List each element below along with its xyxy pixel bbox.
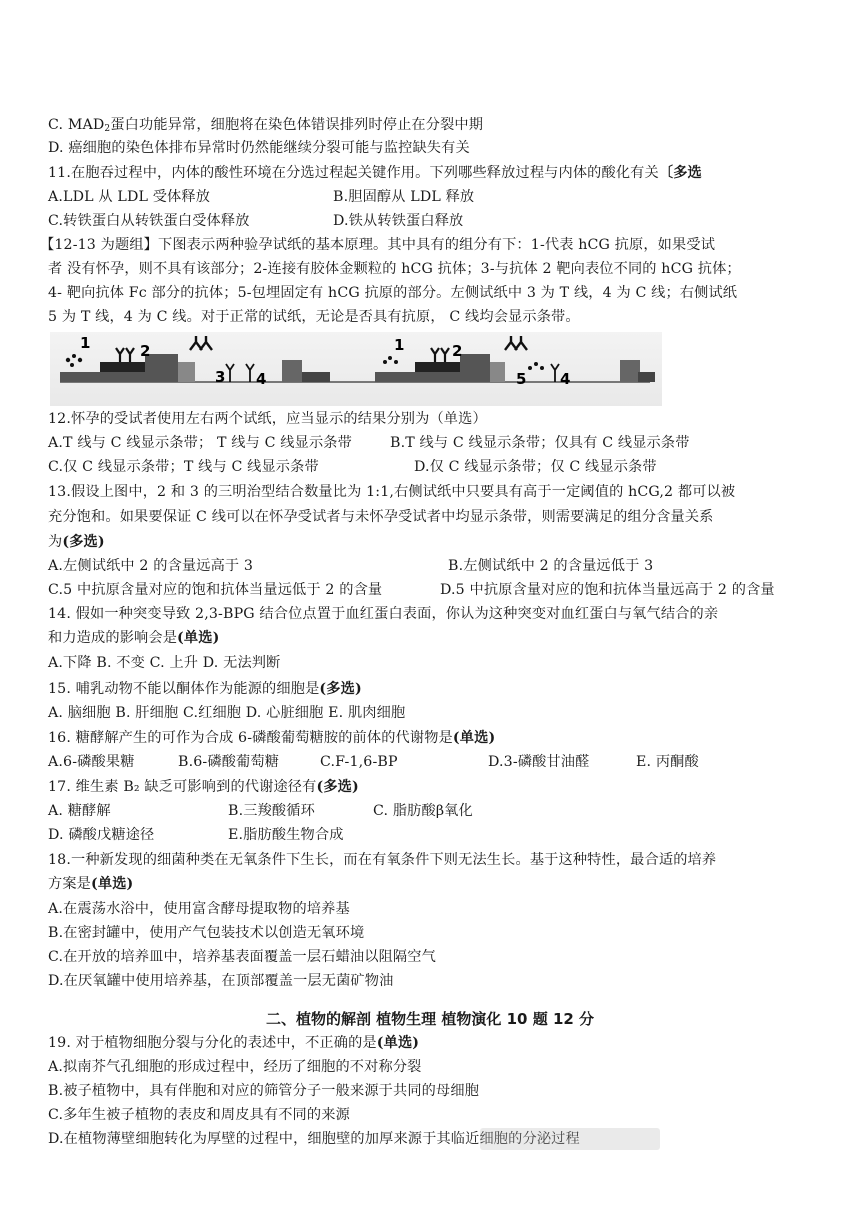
q19-option-a: A.拟南芥气孔细胞的形成过程中，经历了细胞的不对称分裂 <box>48 1059 422 1075</box>
question-13-line1: 13.假设上图中，2 和 3 的三明治型结合数量比为 1:1,右侧试纸中只要具有高于一定阈值的 hCG,2 都可以被 <box>48 484 736 500</box>
right-label-4: 4 <box>560 370 571 388</box>
q18-option-a: A.在震荡水浴中，使用富含酵母提取物的培养基 <box>48 901 350 917</box>
right-label-5: 5 <box>516 370 527 388</box>
q18-option-b: B.在密封罐中，使用产气包装技术以创造无氧环境 <box>48 925 365 941</box>
q19-option-b: B.被子植物中，具有伴胞和对应的筛管分子一般来源于共同的母细胞 <box>48 1083 480 1099</box>
right-antibody-4-line <box>551 364 559 382</box>
left-antibody-top <box>190 336 212 350</box>
left-label-2: 2 <box>140 342 151 360</box>
left-absorbent-pad <box>300 372 330 382</box>
watermark-overlay <box>480 1128 660 1150</box>
question-13-line3: 为(多选) <box>48 534 105 550</box>
question-14-line1: 14. 假如一种突变导致 2,3-BPG 结合位点置于血红蛋白表面，你认为这种突变对血红蛋白与氧气结合的亲 <box>48 606 719 622</box>
right-conjugate-pad <box>415 362 460 372</box>
right-antibody-top <box>505 336 527 350</box>
question-19: 19. 对于植物细胞分裂与分化的表述中，不正确的是(单选) <box>48 1035 420 1051</box>
question-12: 12.怀孕的受试者使用左右两个试纸，应当显示的结果分别为（单选） <box>48 411 487 427</box>
group-intro-line4: 5 为 T 线，4 为 C 线。对于正常的试纸，无论是否具有抗原， C 线均会显示条带。 <box>48 309 580 325</box>
right-antibody-2 <box>431 348 449 362</box>
right-antigen-dots <box>383 356 398 364</box>
left-antibody-2 <box>116 348 134 362</box>
right-label-2: 2 <box>452 342 463 360</box>
question-18-line2: 方案是(单选) <box>48 876 134 892</box>
q15-options: A. 脑细胞 B. 肝细胞 C.红细胞 D. 心脏细胞 E. 肌肉细胞 <box>48 705 406 721</box>
q11-options-cd: C.转铁蛋白从转铁蛋白受体释放 D.铁从转铁蛋白释放 <box>48 213 464 229</box>
left-label-1: 1 <box>80 334 91 352</box>
option-c-mad2: C. $MAD_2$蛋白功能异常，细胞将在染色体错误排列时停止在分裂中期 <box>48 117 484 134</box>
right-absorbent-pad <box>638 372 655 382</box>
q19-option-d: D.在植物薄壁细胞转化为厚壁的过程中，细胞壁的加厚来源于其临近细胞的分泌过程 <box>48 1131 580 1147</box>
section-heading: 二、植物的解剖 植物生理 植物演化 10 题 12 分 <box>265 1010 595 1028</box>
left-label-4: 4 <box>256 370 267 388</box>
group-intro-line3: 4- 靶向抗体 Fc 部分的抗体；5-包埋固定有 hCG 抗原的部分。左侧试纸中 3 为 T 线，4 为 C 线；右侧试纸 <box>48 285 738 301</box>
test-strip-figure <box>50 332 662 406</box>
question-18-line1: 18.一种新发现的细菌种类在无氧条件下生长，而在有氧条件下则无法生长。基于这种特性，最合适的培养 <box>48 852 717 868</box>
right-end-pad <box>620 360 640 382</box>
left-antibody-3-line <box>226 364 234 382</box>
group-intro-line1: 【12-13 为题组】下图表示两种验孕试纸的基本原理。其中具有的组分有下：1-代表 hCG 抗原，如果受试 <box>40 237 716 253</box>
question-11: 11.在胞吞过程中，内体的酸性环境在分选过程起关键作用。下列哪些释放过程与内体的酸化有关〔多选 <box>48 165 702 181</box>
q16-options: A.6-磷酸果糖 B.6-磷酸葡萄糖 C.F-1,6-BP D.3-磷酸甘油醛 E. 丙酮酸 <box>48 754 699 770</box>
q19-option-c: C.多年生被子植物的表皮和周皮具有不同的来源 <box>48 1107 350 1123</box>
question-14-line2: 和力造成的影响会是(单选) <box>48 630 220 646</box>
right-label-1: 1 <box>394 336 405 354</box>
q13-options-cd: C.5 中抗原含量对应的饱和抗体当量远低于 2 的含量 D.5 中抗原含量对应的饱和抗体当量远高于 2 的含量 <box>48 582 775 598</box>
left-pad-edge <box>178 362 195 382</box>
q17-options-abc: A. 糖酵解 B.三羧酸循环 C. 脂肪酸β氧化 <box>48 803 473 819</box>
q18-option-d: D.在厌氧罐中使用培养基，在顶部覆盖一层无菌矿物油 <box>48 973 394 989</box>
q11-options-ab: A.LDL 从 LDL 受体释放 B.胆固醇从 LDL 释放 <box>48 189 475 205</box>
right-pad-edge <box>490 362 505 382</box>
left-conjugate-pad <box>100 362 145 372</box>
q18-option-c: C.在开放的培养皿中，培养基表面覆盖一层石蜡油以阻隔空气 <box>48 949 436 965</box>
q13-options-ab: A.左侧试纸中 2 的含量远高于 3 B.左侧试纸中 2 的含量远低于 3 <box>48 558 654 574</box>
group-intro-line2: 者 没有怀孕，则不具有该部分；2-连接有胶体金颗粒的 hCG 抗体；3-与抗体 2 靶向表位不同的 hCG 抗体； <box>48 261 741 277</box>
q17-options-de: D. 磷酸戊糖途径 E.脂肪酸生物合成 <box>48 827 344 843</box>
q14-options: A.下降 B. 不变 C. 上升 D. 无法判断 <box>48 655 281 671</box>
left-label-3: 3 <box>215 368 226 386</box>
question-16: 16. 糖酵解产生的可作为合成 6-磷酸葡萄糖胺的前体的代谢物是(单选) <box>48 730 496 746</box>
right-antigen-5 <box>528 362 544 370</box>
q12-options-ab: A.T 线与 C 线显示条带； T 线与 C 线显示条带 B.T 线与 C 线显示条带；仅具有 C 线显示条带 <box>48 435 690 451</box>
left-end-pad <box>282 360 302 382</box>
question-17: 17. 维生素 B₂ 缺乏可影响到的代谢途径有(多选) <box>48 779 359 795</box>
left-antigen-dots <box>66 354 82 367</box>
left-antibody-4-line <box>246 364 254 382</box>
question-13-line2: 充分饱和。如果要保证 C 线可以在怀孕受试者与未怀孕受试者中均显示条带，则需要满足的组分含量关系 <box>48 509 714 525</box>
test-strip-diagram <box>50 332 662 406</box>
question-15: 15. 哺乳动物不能以酮体作为能源的细胞是(多选) <box>48 681 362 697</box>
q12-options-cd: C.仅 C 线显示条带；T 线与 C 线显示条带 D.仅 C 线显示条带；仅 C 线显示条带 <box>48 459 657 475</box>
option-d-cancer: D. 癌细胞的染色体排布异常时仍然能继续分裂可能与监控缺失有关 <box>48 140 470 156</box>
